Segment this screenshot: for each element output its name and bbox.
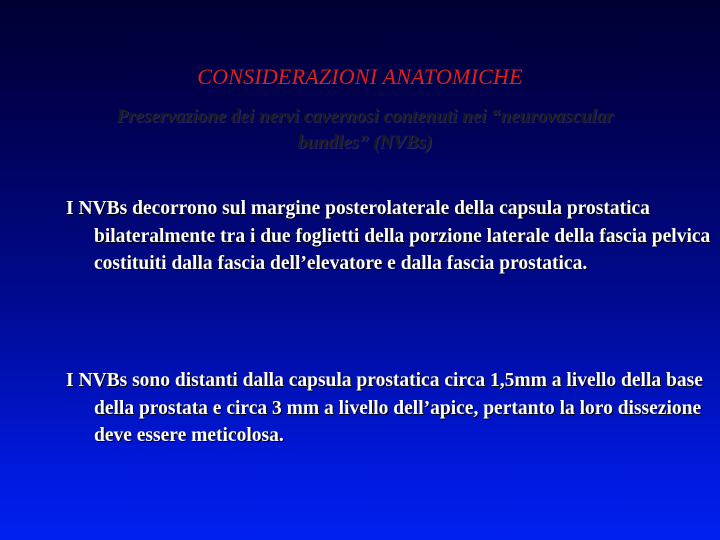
slide-title: CONSIDERAZIONI ANATOMICHE xyxy=(197,64,523,89)
body-paragraph-1: I NVBs decorrono sul margine posterolaterale della capsula prostatica bilateralmente tra i due foglietti della porzione laterale della fascia pelvica costituiti dalla fascia dell’elevatore e dalla fascia prostatica. xyxy=(66,198,711,274)
slide-subtitle: Preservazione dei nervi cavernosi contenuti nei “neurovascular bundles” (NVBs) xyxy=(116,106,614,153)
body-paragraph-2: I NVBs sono distanti dalla capsula prostatica circa 1,5mm a livello della base della prostata e circa 3 mm a livello dell’apice, pertanto la loro dissezione deve essere meticolosa. xyxy=(66,370,703,446)
